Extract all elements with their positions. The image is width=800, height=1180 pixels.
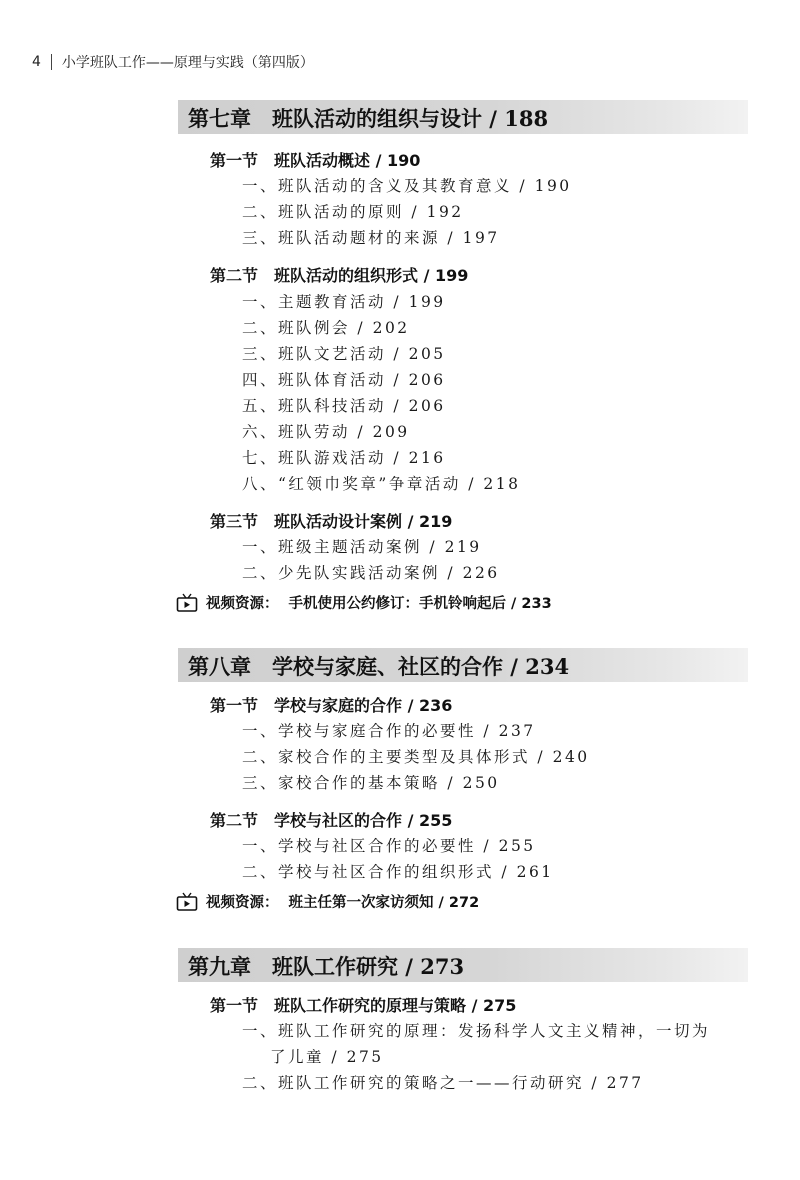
- chapter-9-title: 第九章 班队工作研究 / 273: [188, 954, 465, 979]
- chapter-9-banner[interactable]: [178, 948, 748, 982]
- ch9-section-1[interactable]: 第一节 班队工作研究的原理与策略 / 275: [210, 996, 517, 1015]
- ch7-s3-item-2[interactable]: 二、少先队实践活动案例 / 226: [242, 564, 500, 582]
- ch7-s2-item-3[interactable]: 三、班队文艺活动 / 205: [242, 345, 446, 363]
- ch8-s1-item-3[interactable]: 三、家校合作的基本策略 / 250: [242, 774, 500, 792]
- book-title: 小学班队工作——原理与实践（第四版）: [61, 55, 314, 71]
- header-divider: [51, 54, 52, 70]
- ch8-s2-item-1[interactable]: 一、学校与社区合作的必要性 / 255: [242, 837, 536, 855]
- ch7-video-resource[interactable]: [176, 592, 552, 613]
- ch7-s1-item-2[interactable]: 二、班队活动的原则 / 192: [242, 203, 464, 221]
- ch7-s2-item-1[interactable]: 一、主题教育活动 / 199: [242, 293, 446, 311]
- ch8-section-1[interactable]: 第一节 学校与家庭的合作 / 236: [210, 696, 453, 715]
- ch7-s2-item-8[interactable]: 八、“红领巾奖章”争章活动 / 218: [242, 475, 521, 493]
- chapter-8-title: 第八章 学校与家庭、社区的合作 / 234: [188, 654, 570, 679]
- video-label: 视频资源：: [206, 895, 279, 911]
- ch8-section-2[interactable]: 第二节 学校与社区的合作 / 255: [210, 811, 453, 830]
- video-title: 班主任第一次家访须知 / 272: [288, 895, 480, 911]
- page-number: 4: [32, 54, 41, 70]
- ch8-video-resource[interactable]: [176, 891, 479, 912]
- ch7-section-2[interactable]: 第二节 班队活动的组织形式 / 199: [210, 266, 469, 285]
- chapter-8-banner[interactable]: [178, 648, 748, 682]
- ch9-s1-item-1[interactable]: 一、班队工作研究的原理：发扬科学人文主义精神，一切为: [242, 1022, 711, 1040]
- ch7-s2-item-2[interactable]: 二、班队例会 / 202: [242, 319, 410, 337]
- ch7-s2-item-6[interactable]: 六、班队劳动 / 209: [242, 423, 410, 441]
- running-header: [32, 52, 314, 72]
- video-icon: [176, 593, 198, 613]
- ch8-s2-item-2[interactable]: 二、学校与社区合作的组织形式 / 261: [242, 863, 554, 881]
- ch7-s2-item-4[interactable]: 四、班队体育活动 / 206: [242, 371, 446, 389]
- ch7-section-1[interactable]: 第一节 班队活动概述 / 190: [210, 151, 421, 170]
- chapter-7-banner[interactable]: [178, 100, 748, 134]
- ch9-s1-item-1-continued[interactable]: 了儿童 / 275: [270, 1048, 384, 1066]
- chapter-7-title: 第七章 班队活动的组织与设计 / 188: [188, 106, 549, 131]
- ch7-s2-item-7[interactable]: 七、班队游戏活动 / 216: [242, 449, 446, 467]
- ch7-s1-item-1[interactable]: 一、班队活动的含义及其教育意义 / 190: [242, 177, 572, 195]
- ch7-s1-item-3[interactable]: 三、班队活动题材的来源 / 197: [242, 229, 500, 247]
- ch9-s1-item-2[interactable]: 二、班队工作研究的策略之一——行动研究 / 277: [242, 1074, 644, 1092]
- ch7-section-3[interactable]: 第三节 班队活动设计案例 / 219: [210, 512, 453, 531]
- ch8-s1-item-1[interactable]: 一、学校与家庭合作的必要性 / 237: [242, 722, 536, 740]
- ch7-s2-item-5[interactable]: 五、班队科技活动 / 206: [242, 397, 446, 415]
- video-icon: [176, 892, 198, 912]
- video-title: 手机使用公约修订：手机铃响起后 / 233: [288, 596, 552, 612]
- ch7-s3-item-1[interactable]: 一、班级主题活动案例 / 219: [242, 538, 482, 556]
- video-label: 视频资源：: [206, 596, 279, 612]
- ch8-s1-item-2[interactable]: 二、家校合作的主要类型及具体形式 / 240: [242, 748, 590, 766]
